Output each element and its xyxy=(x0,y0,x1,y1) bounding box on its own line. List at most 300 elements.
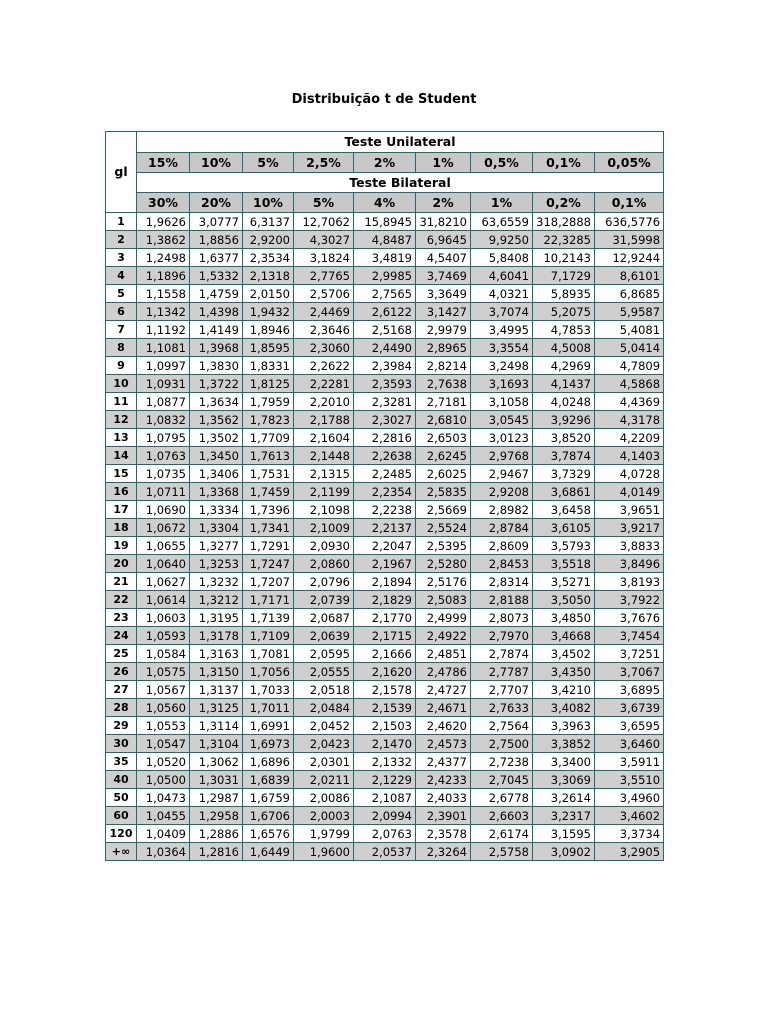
table-cell: 2,0003 xyxy=(294,807,354,825)
table-cell: 1,0560 xyxy=(137,699,190,717)
table-cell: 1,0627 xyxy=(137,573,190,591)
table-row xyxy=(106,447,664,465)
table-cell: 1,6759 xyxy=(243,789,294,807)
table-cell: 3,9651 xyxy=(595,501,664,519)
table-cell: 5,0414 xyxy=(595,339,664,357)
table-cell: 2,4469 xyxy=(294,303,354,321)
table-cell: 2,8609 xyxy=(471,537,533,555)
table-cell: 1,3163 xyxy=(190,645,243,663)
table-cell: 4,5868 xyxy=(595,375,664,393)
bilateral-col-header: 1% xyxy=(471,193,533,213)
table-cell: 1,7081 xyxy=(243,645,294,663)
table-cell: 3,5271 xyxy=(533,573,595,591)
table-cell: 1,3232 xyxy=(190,573,243,591)
table-cell: 2,3901 xyxy=(416,807,471,825)
table-row xyxy=(106,663,664,681)
table-row xyxy=(106,825,664,843)
table-cell: 2,5280 xyxy=(416,555,471,573)
table-cell: 3,4819 xyxy=(354,249,416,267)
table-cell: 10,2143 xyxy=(533,249,595,267)
table-cell: 1,3562 xyxy=(190,411,243,429)
table-cell: 1,0795 xyxy=(137,429,190,447)
gl-value: 11 xyxy=(106,393,137,411)
table-cell: 4,1403 xyxy=(595,447,664,465)
unilateral-header: Teste Unilateral xyxy=(137,132,664,153)
table-cell: 2,0796 xyxy=(294,573,354,591)
table-cell: 3,2317 xyxy=(533,807,595,825)
table-cell: 1,6449 xyxy=(243,843,294,861)
table-cell: 1,1896 xyxy=(137,267,190,285)
table-cell: 1,6377 xyxy=(190,249,243,267)
table-body xyxy=(106,213,664,861)
table-cell: 3,4502 xyxy=(533,645,595,663)
table-cell: 1,0500 xyxy=(137,771,190,789)
table-cell: 2,9467 xyxy=(471,465,533,483)
table-cell: 2,0930 xyxy=(294,537,354,555)
table-cell: 4,3027 xyxy=(294,231,354,249)
table-cell: 2,0211 xyxy=(294,771,354,789)
table-cell: 4,3178 xyxy=(595,411,664,429)
table-row xyxy=(106,753,664,771)
gl-value: 9 xyxy=(106,357,137,375)
table-cell: 15,8945 xyxy=(354,213,416,231)
table-cell: 12,9244 xyxy=(595,249,664,267)
table-cell: 2,7874 xyxy=(471,645,533,663)
table-cell: 5,9587 xyxy=(595,303,664,321)
table-cell: 2,4490 xyxy=(354,339,416,357)
table-cell: 4,2969 xyxy=(533,357,595,375)
table-cell: 2,8784 xyxy=(471,519,533,537)
table-row xyxy=(106,807,664,825)
table-cell: 2,0537 xyxy=(354,843,416,861)
table-cell: 63,6559 xyxy=(471,213,533,231)
table-cell: 1,0409 xyxy=(137,825,190,843)
table-cell: 636,5776 xyxy=(595,213,664,231)
table-row xyxy=(106,357,664,375)
table-cell: 3,1427 xyxy=(416,303,471,321)
table-cell: 1,3104 xyxy=(190,735,243,753)
table-cell: 2,4922 xyxy=(416,627,471,645)
table-cell: 4,2209 xyxy=(595,429,664,447)
gl-value: +∞ xyxy=(106,843,137,861)
table-row xyxy=(106,789,664,807)
unilateral-col-header: 2,5% xyxy=(294,153,354,173)
table-cell: 1,0584 xyxy=(137,645,190,663)
gl-value: 40 xyxy=(106,771,137,789)
table-cell: 1,3062 xyxy=(190,753,243,771)
table-cell: 1,8856 xyxy=(190,231,243,249)
table-cell: 2,4671 xyxy=(416,699,471,717)
table-row xyxy=(106,591,664,609)
table-cell: 1,7396 xyxy=(243,501,294,519)
table-cell: 31,8210 xyxy=(416,213,471,231)
table-cell: 4,7809 xyxy=(595,357,664,375)
table-cell: 4,8487 xyxy=(354,231,416,249)
table-cell: 2,1470 xyxy=(354,735,416,753)
table-cell: 1,9600 xyxy=(294,843,354,861)
table-cell: 3,8520 xyxy=(533,429,595,447)
table-cell: 1,6991 xyxy=(243,717,294,735)
table-cell: 3,4602 xyxy=(595,807,664,825)
unilateral-percent-row xyxy=(106,153,664,173)
table-cell: 8,6101 xyxy=(595,267,664,285)
table-cell: 3,6105 xyxy=(533,519,595,537)
table-cell: 3,7874 xyxy=(533,447,595,465)
table-cell: 1,2816 xyxy=(190,843,243,861)
table-cell: 2,7564 xyxy=(471,717,533,735)
table-cell: 2,0452 xyxy=(294,717,354,735)
table-cell: 2,7707 xyxy=(471,681,533,699)
table-cell: 3,2614 xyxy=(533,789,595,807)
table-cell: 1,0763 xyxy=(137,447,190,465)
table-cell: 3,7922 xyxy=(595,591,664,609)
table-cell: 4,0728 xyxy=(595,465,664,483)
table-cell: 1,0690 xyxy=(137,501,190,519)
bilateral-col-header: 0,1% xyxy=(595,193,664,213)
table-cell: 1,1558 xyxy=(137,285,190,303)
gl-value: 20 xyxy=(106,555,137,573)
table-cell: 5,8935 xyxy=(533,285,595,303)
table-cell: 3,6458 xyxy=(533,501,595,519)
table-cell: 1,7033 xyxy=(243,681,294,699)
table-row xyxy=(106,249,664,267)
table-cell: 1,6706 xyxy=(243,807,294,825)
table-cell: 31,5998 xyxy=(595,231,664,249)
table-row xyxy=(106,411,664,429)
gl-value: 8 xyxy=(106,339,137,357)
table-cell: 3,8833 xyxy=(595,537,664,555)
table-cell: 3,4995 xyxy=(471,321,533,339)
table-cell: 3,7469 xyxy=(416,267,471,285)
table-cell: 3,5518 xyxy=(533,555,595,573)
table-cell: 1,6576 xyxy=(243,825,294,843)
bilateral-header: Teste Bilateral xyxy=(137,173,664,193)
table-cell: 1,4759 xyxy=(190,285,243,303)
table-cell: 1,3406 xyxy=(190,465,243,483)
table-cell: 2,4786 xyxy=(416,663,471,681)
gl-value: 12 xyxy=(106,411,137,429)
table-cell: 2,2238 xyxy=(354,501,416,519)
table-cell: 2,1715 xyxy=(354,627,416,645)
table-cell: 3,4210 xyxy=(533,681,595,699)
t-distribution-table xyxy=(105,131,664,861)
table-cell: 1,1192 xyxy=(137,321,190,339)
table-row xyxy=(106,465,664,483)
table-cell: 1,0364 xyxy=(137,843,190,861)
table-cell: 4,4369 xyxy=(595,393,664,411)
table-cell: 3,5793 xyxy=(533,537,595,555)
table-cell: 2,9768 xyxy=(471,447,533,465)
table-cell: 3,5911 xyxy=(595,753,664,771)
bilateral-col-header: 20% xyxy=(190,193,243,213)
table-cell: 2,8214 xyxy=(416,357,471,375)
bilateral-col-header: 4% xyxy=(354,193,416,213)
table-cell: 12,7062 xyxy=(294,213,354,231)
table-row xyxy=(106,627,664,645)
table-cell: 3,9296 xyxy=(533,411,595,429)
table-cell: 2,0086 xyxy=(294,789,354,807)
table-cell: 2,8965 xyxy=(416,339,471,357)
gl-value: 6 xyxy=(106,303,137,321)
gl-value: 13 xyxy=(106,429,137,447)
table-cell: 3,0902 xyxy=(533,843,595,861)
table-cell: 1,3502 xyxy=(190,429,243,447)
table-cell: 1,0567 xyxy=(137,681,190,699)
table-cell: 3,6895 xyxy=(595,681,664,699)
table-cell: 3,7251 xyxy=(595,645,664,663)
table-cell: 2,0518 xyxy=(294,681,354,699)
table-cell: 2,4620 xyxy=(416,717,471,735)
table-cell: 1,7531 xyxy=(243,465,294,483)
table-cell: 3,6595 xyxy=(595,717,664,735)
table-cell: 3,3963 xyxy=(533,717,595,735)
table-cell: 2,4727 xyxy=(416,681,471,699)
table-cell: 2,8073 xyxy=(471,609,533,627)
table-cell: 1,0603 xyxy=(137,609,190,627)
table-row xyxy=(106,555,664,573)
table-cell: 7,1729 xyxy=(533,267,595,285)
table-cell: 1,2886 xyxy=(190,825,243,843)
table-cell: 4,5407 xyxy=(416,249,471,267)
table-cell: 2,8982 xyxy=(471,501,533,519)
table-cell: 1,3137 xyxy=(190,681,243,699)
table-cell: 2,2485 xyxy=(354,465,416,483)
table-cell: 2,0423 xyxy=(294,735,354,753)
table-cell: 2,7565 xyxy=(354,285,416,303)
table-cell: 1,3031 xyxy=(190,771,243,789)
bilateral-col-header: 2% xyxy=(416,193,471,213)
table-cell: 2,0687 xyxy=(294,609,354,627)
table-cell: 1,0614 xyxy=(137,591,190,609)
unilateral-col-header: 0,1% xyxy=(533,153,595,173)
table-cell: 1,7959 xyxy=(243,393,294,411)
bilateral-col-header: 5% xyxy=(294,193,354,213)
table-cell: 3,6460 xyxy=(595,735,664,753)
table-cell: 1,7139 xyxy=(243,609,294,627)
table-cell: 1,3450 xyxy=(190,447,243,465)
table-cell: 2,6810 xyxy=(416,411,471,429)
table-cell: 3,3069 xyxy=(533,771,595,789)
table-row xyxy=(106,285,664,303)
table-cell: 2,1503 xyxy=(354,717,416,735)
table-cell: 3,7676 xyxy=(595,609,664,627)
table-row xyxy=(106,771,664,789)
table-cell: 2,2816 xyxy=(354,429,416,447)
table-cell: 2,1448 xyxy=(294,447,354,465)
table-cell: 3,6739 xyxy=(595,699,664,717)
table-cell: 2,7638 xyxy=(416,375,471,393)
table-cell: 4,0149 xyxy=(595,483,664,501)
table-cell: 2,2622 xyxy=(294,357,354,375)
table-cell: 2,7970 xyxy=(471,627,533,645)
table-cell: 2,1332 xyxy=(354,753,416,771)
table-cell: 3,1693 xyxy=(471,375,533,393)
bilateral-col-header: 30% xyxy=(137,193,190,213)
gl-value: 18 xyxy=(106,519,137,537)
table-cell: 2,7238 xyxy=(471,753,533,771)
table-cell: 2,3593 xyxy=(354,375,416,393)
table-cell: 2,0860 xyxy=(294,555,354,573)
gl-value: 4 xyxy=(106,267,137,285)
table-row xyxy=(106,375,664,393)
table-cell: 2,7500 xyxy=(471,735,533,753)
table-cell: 1,0832 xyxy=(137,411,190,429)
table-cell: 2,5524 xyxy=(416,519,471,537)
table-cell: 2,7765 xyxy=(294,267,354,285)
table-cell: 5,2075 xyxy=(533,303,595,321)
table-row xyxy=(106,483,664,501)
table-cell: 1,0593 xyxy=(137,627,190,645)
table-cell: 2,1578 xyxy=(354,681,416,699)
table-cell: 2,1620 xyxy=(354,663,416,681)
table-cell: 1,8331 xyxy=(243,357,294,375)
gl-value: 16 xyxy=(106,483,137,501)
table-cell: 2,8453 xyxy=(471,555,533,573)
table-cell: 4,7853 xyxy=(533,321,595,339)
table-cell: 2,0555 xyxy=(294,663,354,681)
table-cell: 4,0321 xyxy=(471,285,533,303)
table-cell: 1,7247 xyxy=(243,555,294,573)
table-row xyxy=(106,519,664,537)
table-cell: 1,0520 xyxy=(137,753,190,771)
unilateral-col-header: 2% xyxy=(354,153,416,173)
table-cell: 2,3984 xyxy=(354,357,416,375)
table-cell: 4,6041 xyxy=(471,267,533,285)
table-cell: 3,8193 xyxy=(595,573,664,591)
table-cell: 3,4082 xyxy=(533,699,595,717)
gl-value: 7 xyxy=(106,321,137,339)
table-cell: 2,5706 xyxy=(294,285,354,303)
table-cell: 1,0547 xyxy=(137,735,190,753)
table-cell: 1,7171 xyxy=(243,591,294,609)
table-cell: 2,1318 xyxy=(243,267,294,285)
table-cell: 1,4149 xyxy=(190,321,243,339)
table-cell: 1,3304 xyxy=(190,519,243,537)
table-cell: 2,4851 xyxy=(416,645,471,663)
table-cell: 2,4033 xyxy=(416,789,471,807)
table-cell: 2,4999 xyxy=(416,609,471,627)
table-cell: 1,0735 xyxy=(137,465,190,483)
page-title: Distribuição t de Student xyxy=(291,92,477,107)
table-row xyxy=(106,681,664,699)
table-cell: 2,1666 xyxy=(354,645,416,663)
table-row xyxy=(106,339,664,357)
gl-value: 25 xyxy=(106,645,137,663)
table-cell: 1,3195 xyxy=(190,609,243,627)
unilateral-col-header: 5% xyxy=(243,153,294,173)
table-cell: 3,0545 xyxy=(471,411,533,429)
table-row xyxy=(106,321,664,339)
table-cell: 4,5008 xyxy=(533,339,595,357)
table-cell: 2,6603 xyxy=(471,807,533,825)
table-cell: 1,3114 xyxy=(190,717,243,735)
unilateral-col-header: 0,05% xyxy=(595,153,664,173)
table-cell: 1,7056 xyxy=(243,663,294,681)
bilateral-col-header: 0,2% xyxy=(533,193,595,213)
gl-value: 120 xyxy=(106,825,137,843)
table-cell: 1,7459 xyxy=(243,483,294,501)
table-cell: 2,1894 xyxy=(354,573,416,591)
gl-value: 22 xyxy=(106,591,137,609)
table-cell: 1,7613 xyxy=(243,447,294,465)
table-cell: 3,4668 xyxy=(533,627,595,645)
gl-value: 21 xyxy=(106,573,137,591)
gl-value: 29 xyxy=(106,717,137,735)
gl-value: 24 xyxy=(106,627,137,645)
table-cell: 2,1770 xyxy=(354,609,416,627)
table-cell: 1,0931 xyxy=(137,375,190,393)
table-cell: 3,1595 xyxy=(533,825,595,843)
table-cell: 3,3734 xyxy=(595,825,664,843)
table-cell: 1,3722 xyxy=(190,375,243,393)
gl-value: 1 xyxy=(106,213,137,231)
table-cell: 1,7823 xyxy=(243,411,294,429)
table-row xyxy=(106,843,664,861)
table-cell: 2,3578 xyxy=(416,825,471,843)
table-cell: 3,7454 xyxy=(595,627,664,645)
table-cell: 2,2354 xyxy=(354,483,416,501)
table-cell: 1,6896 xyxy=(243,753,294,771)
table-row xyxy=(106,429,664,447)
table-cell: 1,3178 xyxy=(190,627,243,645)
table-cell: 2,1604 xyxy=(294,429,354,447)
gl-value: 17 xyxy=(106,501,137,519)
table-cell: 2,0763 xyxy=(354,825,416,843)
table-cell: 1,2958 xyxy=(190,807,243,825)
bilateral-col-header: 10% xyxy=(243,193,294,213)
unilateral-col-header: 15% xyxy=(137,153,190,173)
table-cell: 1,9626 xyxy=(137,213,190,231)
table-cell: 2,3264 xyxy=(416,843,471,861)
table-cell: 2,6503 xyxy=(416,429,471,447)
table-cell: 318,2888 xyxy=(533,213,595,231)
table-cell: 3,5510 xyxy=(595,771,664,789)
table-cell: 3,9217 xyxy=(595,519,664,537)
table-row xyxy=(106,573,664,591)
table-cell: 2,4377 xyxy=(416,753,471,771)
unilateral-col-header: 10% xyxy=(190,153,243,173)
table-row xyxy=(106,609,664,627)
table-cell: 2,3646 xyxy=(294,321,354,339)
table-cell: 2,7045 xyxy=(471,771,533,789)
table-row xyxy=(106,537,664,555)
table-cell: 3,2498 xyxy=(471,357,533,375)
table-cell: 5,4081 xyxy=(595,321,664,339)
table-cell: 2,0150 xyxy=(243,285,294,303)
table-cell: 2,0484 xyxy=(294,699,354,717)
table-cell: 1,3634 xyxy=(190,393,243,411)
table-row xyxy=(106,267,664,285)
table-cell: 1,8946 xyxy=(243,321,294,339)
gl-header: gl xyxy=(106,132,137,213)
table-row xyxy=(106,231,664,249)
table-cell: 1,2987 xyxy=(190,789,243,807)
table-cell: 2,2047 xyxy=(354,537,416,555)
gl-value: 60 xyxy=(106,807,137,825)
table-cell: 1,6839 xyxy=(243,771,294,789)
table-cell: 2,3281 xyxy=(354,393,416,411)
table-cell: 1,0655 xyxy=(137,537,190,555)
table-row xyxy=(106,213,664,231)
table-cell: 1,0997 xyxy=(137,357,190,375)
table-header xyxy=(106,132,664,213)
table-row xyxy=(106,699,664,717)
gl-value: 30 xyxy=(106,735,137,753)
table-cell: 1,7207 xyxy=(243,573,294,591)
table-cell: 1,7341 xyxy=(243,519,294,537)
table-cell: 2,1539 xyxy=(354,699,416,717)
table-cell: 2,5083 xyxy=(416,591,471,609)
